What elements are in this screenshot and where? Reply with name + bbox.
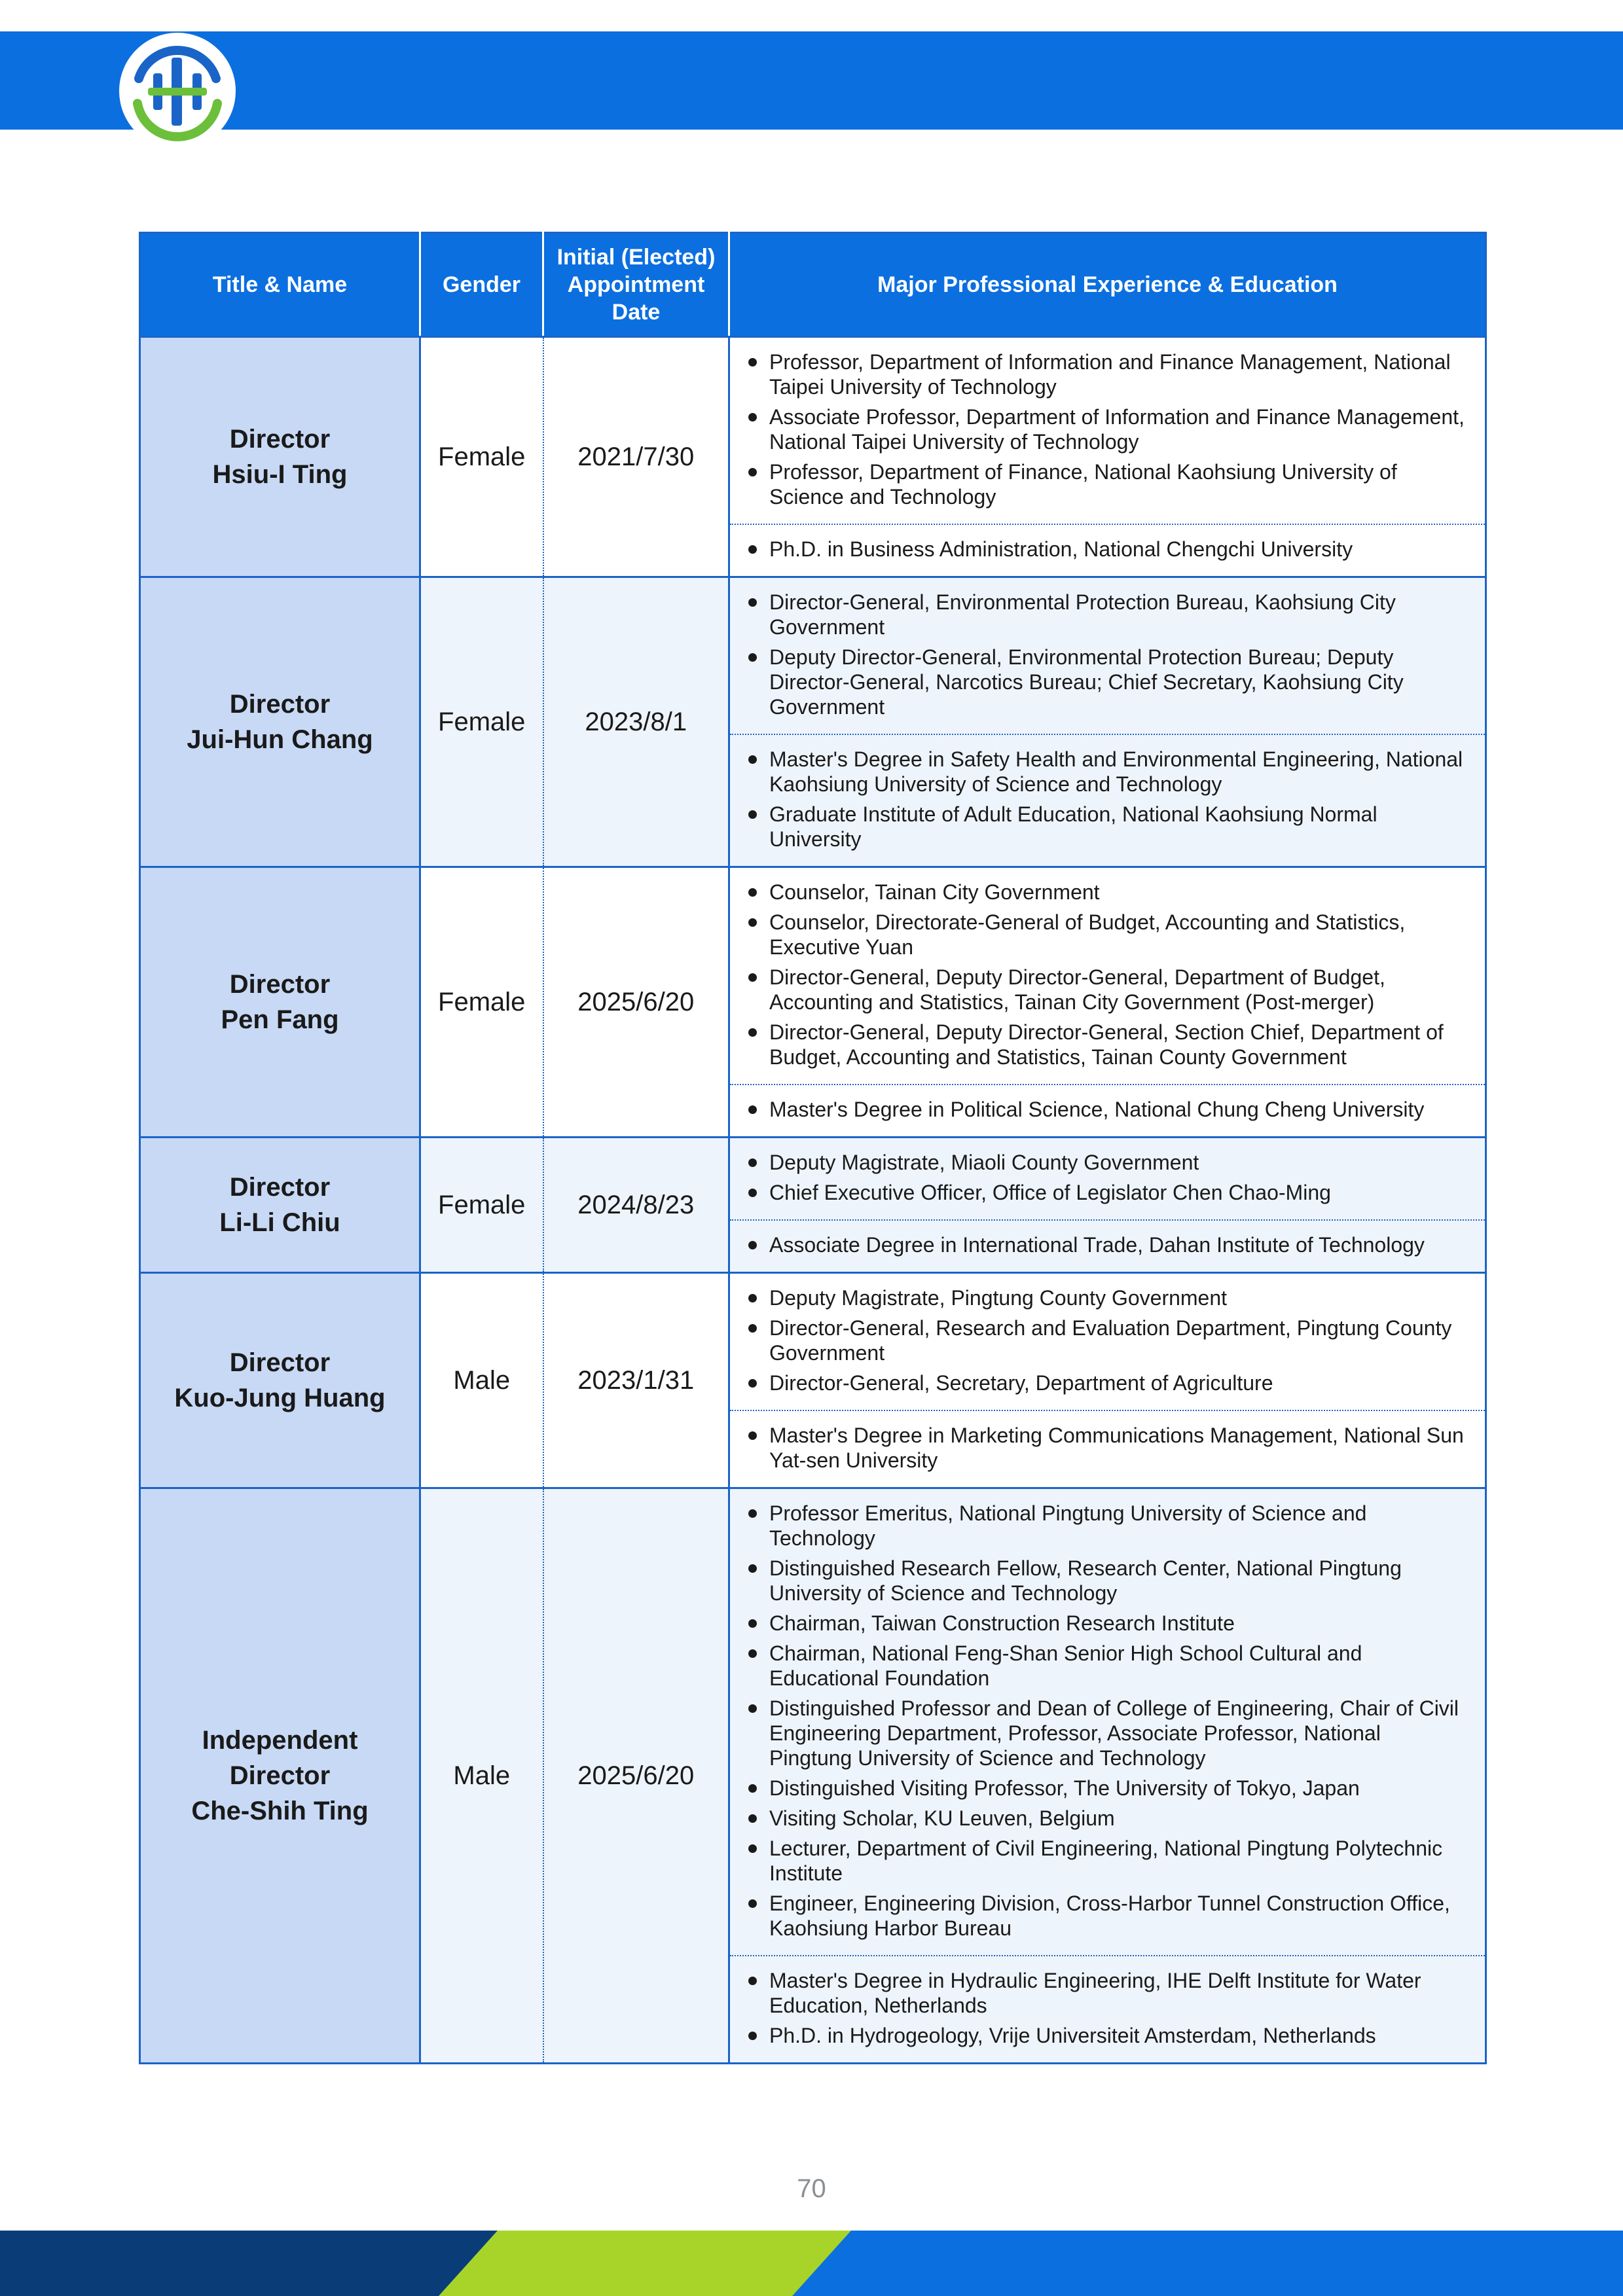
list-item: Professor, Department of Information and Finance Management, National Taipei University of Technology xyxy=(746,350,1469,399)
education-block xyxy=(730,734,1485,866)
experience-cell xyxy=(729,1273,1486,1488)
list-item: Engineer, Engineering Division, Cross-Harbor Tunnel Construction Office, Kaohsiung Harbor Bureau xyxy=(746,1891,1469,1941)
experience-block xyxy=(730,1489,1485,1955)
list-item: Ph.D. in Hydrogeology, Vrije Universiteit Amsterdam, Netherlands xyxy=(746,2023,1469,2048)
director-title: Director xyxy=(229,1348,331,1377)
experience-cell xyxy=(729,1488,1486,2064)
list-item: Distinguished Visiting Professor, The University of Tokyo, Japan xyxy=(746,1776,1469,1801)
list-item: Counselor, Directorate-General of Budget, Accounting and Statistics, Executive Yuan xyxy=(746,910,1469,960)
company-logo xyxy=(119,33,236,149)
director-title: Director xyxy=(229,1173,331,1202)
experience-block xyxy=(730,338,1485,524)
footer-band xyxy=(0,2231,1623,2296)
appointment-date-cell: 2023/8/1 xyxy=(543,577,729,867)
education-block xyxy=(730,1219,1485,1272)
list-item: Chairman, Taiwan Construction Research Institute xyxy=(746,1611,1469,1636)
list-item: Deputy Magistrate, Miaoli County Government xyxy=(746,1150,1469,1175)
table-header-row xyxy=(140,233,1486,337)
gender-cell: Male xyxy=(420,1273,543,1488)
director-title: Director xyxy=(229,690,331,719)
gender-cell: Female xyxy=(420,337,543,577)
list-item: Director-General, Environmental Protection Bureau, Kaohsiung City Government xyxy=(746,590,1469,639)
list-item: Lecturer, Department of Civil Engineering, National Pingtung Polytechnic Institute xyxy=(746,1836,1469,1886)
list-item: Director-General, Deputy Director-General, Department of Budget, Accounting and Statistics, Tainan City Government (Post-merger) xyxy=(746,965,1469,1014)
experience-cell xyxy=(729,1138,1486,1273)
header-band xyxy=(0,31,1623,130)
list-item: Master's Degree in Safety Health and Environmental Engineering, National Kaohsiung University of Science and Technology xyxy=(746,747,1469,797)
experience-block xyxy=(730,578,1485,734)
header-gender: Gender xyxy=(420,233,543,337)
table-row xyxy=(140,1138,1486,1273)
list-item: Master's Degree in Hydraulic Engineering, IHE Delft Institute for Water Education, Netherlands xyxy=(746,1968,1469,2018)
list-item: Visiting Scholar, KU Leuven, Belgium xyxy=(746,1806,1469,1831)
gender-cell: Female xyxy=(420,1138,543,1273)
director-name-cell xyxy=(140,1273,420,1488)
director-name: Li-Li Chiu xyxy=(219,1208,340,1237)
director-name: Hsiu-I Ting xyxy=(212,460,348,489)
director-name: Kuo-Jung Huang xyxy=(174,1384,386,1412)
appointment-date-cell: 2025/6/20 xyxy=(543,1488,729,2064)
appointment-date-cell: 2024/8/23 xyxy=(543,1138,729,1273)
education-block xyxy=(730,1084,1485,1136)
list-item: Chief Executive Officer, Office of Legislator Chen Chao-Ming xyxy=(746,1180,1469,1205)
director-name-cell xyxy=(140,577,420,867)
list-item: Associate Professor, Department of Information and Finance Management, National Taipei University of Technology xyxy=(746,404,1469,454)
list-item: Deputy Director-General, Environmental Protection Bureau; Deputy Director-General, Narcotics Bureau; Chief Secretary, Kaohsiung City Government xyxy=(746,645,1469,719)
list-item: Deputy Magistrate, Pingtung County Government xyxy=(746,1285,1469,1310)
list-item: Professor Emeritus, National Pingtung University of Science and Technology xyxy=(746,1501,1469,1551)
list-item: Distinguished Professor and Dean of College of Engineering, Chair of Civil Engineering Department, Professor, Associate Professor, National Pingtung University of Science and Technology xyxy=(746,1696,1469,1770)
experience-cell xyxy=(729,577,1486,867)
list-item: Master's Degree in Political Science, National Chung Cheng University xyxy=(746,1097,1469,1122)
table-row xyxy=(140,1488,1486,2064)
experience-block xyxy=(730,1274,1485,1410)
appointment-date-cell: 2025/6/20 xyxy=(543,867,729,1138)
appointment-date-cell: 2021/7/30 xyxy=(543,337,729,577)
appointment-date-cell: 2023/1/31 xyxy=(543,1273,729,1488)
education-block xyxy=(730,1410,1485,1487)
director-title: Director xyxy=(229,425,331,454)
list-item: Associate Degree in International Trade, Dahan Institute of Technology xyxy=(746,1232,1469,1257)
director-name-cell xyxy=(140,867,420,1138)
list-item: Director-General, Research and Evaluation Department, Pingtung County Government xyxy=(746,1316,1469,1365)
education-block xyxy=(730,524,1485,576)
gender-cell: Female xyxy=(420,577,543,867)
list-item: Chairman, National Feng-Shan Senior High School Cultural and Educational Foundation xyxy=(746,1641,1469,1691)
director-name: Jui-Hun Chang xyxy=(187,725,373,754)
table-row xyxy=(140,577,1486,867)
director-name-cell xyxy=(140,1488,420,2064)
list-item: Professor, Department of Finance, National Kaohsiung University of Science and Technology xyxy=(746,459,1469,509)
experience-block xyxy=(730,1138,1485,1219)
experience-cell xyxy=(729,867,1486,1138)
list-item: Director-General, Secretary, Department of Agriculture xyxy=(746,1371,1469,1395)
list-item: Director-General, Deputy Director-General, Section Chief, Department of Budget, Accounting and Statistics, Tainan County Government xyxy=(746,1020,1469,1069)
table-row xyxy=(140,337,1486,577)
header-title-name: Title & Name xyxy=(140,233,420,337)
experience-cell xyxy=(729,337,1486,577)
list-item: Master's Degree in Marketing Communications Management, National Sun Yat-sen University xyxy=(746,1423,1469,1473)
table-row xyxy=(140,1273,1486,1488)
list-item: Distinguished Research Fellow, Research Center, National Pingtung University of Science and Technology xyxy=(746,1556,1469,1605)
table-row xyxy=(140,867,1486,1138)
list-item: Counselor, Tainan City Government xyxy=(746,880,1469,905)
header-experience: Major Professional Experience & Education xyxy=(729,233,1486,337)
experience-block xyxy=(730,868,1485,1084)
page-number: 70 xyxy=(797,2174,826,2203)
director-title: Independent Director xyxy=(202,1726,358,1790)
list-item: Graduate Institute of Adult Education, National Kaohsiung Normal University xyxy=(746,802,1469,852)
education-block xyxy=(730,1955,1485,2062)
director-name: Pen Fang xyxy=(221,1005,339,1034)
header-appointment-date: Initial (Elected) Appointment Date xyxy=(543,233,729,337)
director-title: Director xyxy=(229,970,331,999)
director-name-cell xyxy=(140,337,420,577)
company-logo-icon xyxy=(119,33,236,149)
director-name: Che-Shih Ting xyxy=(191,1797,369,1825)
gender-cell: Male xyxy=(420,1488,543,2064)
director-name-cell xyxy=(140,1138,420,1273)
list-item: Ph.D. in Business Administration, National Chengchi University xyxy=(746,537,1469,562)
board-directors-table xyxy=(139,232,1487,2064)
gender-cell: Female xyxy=(420,867,543,1138)
